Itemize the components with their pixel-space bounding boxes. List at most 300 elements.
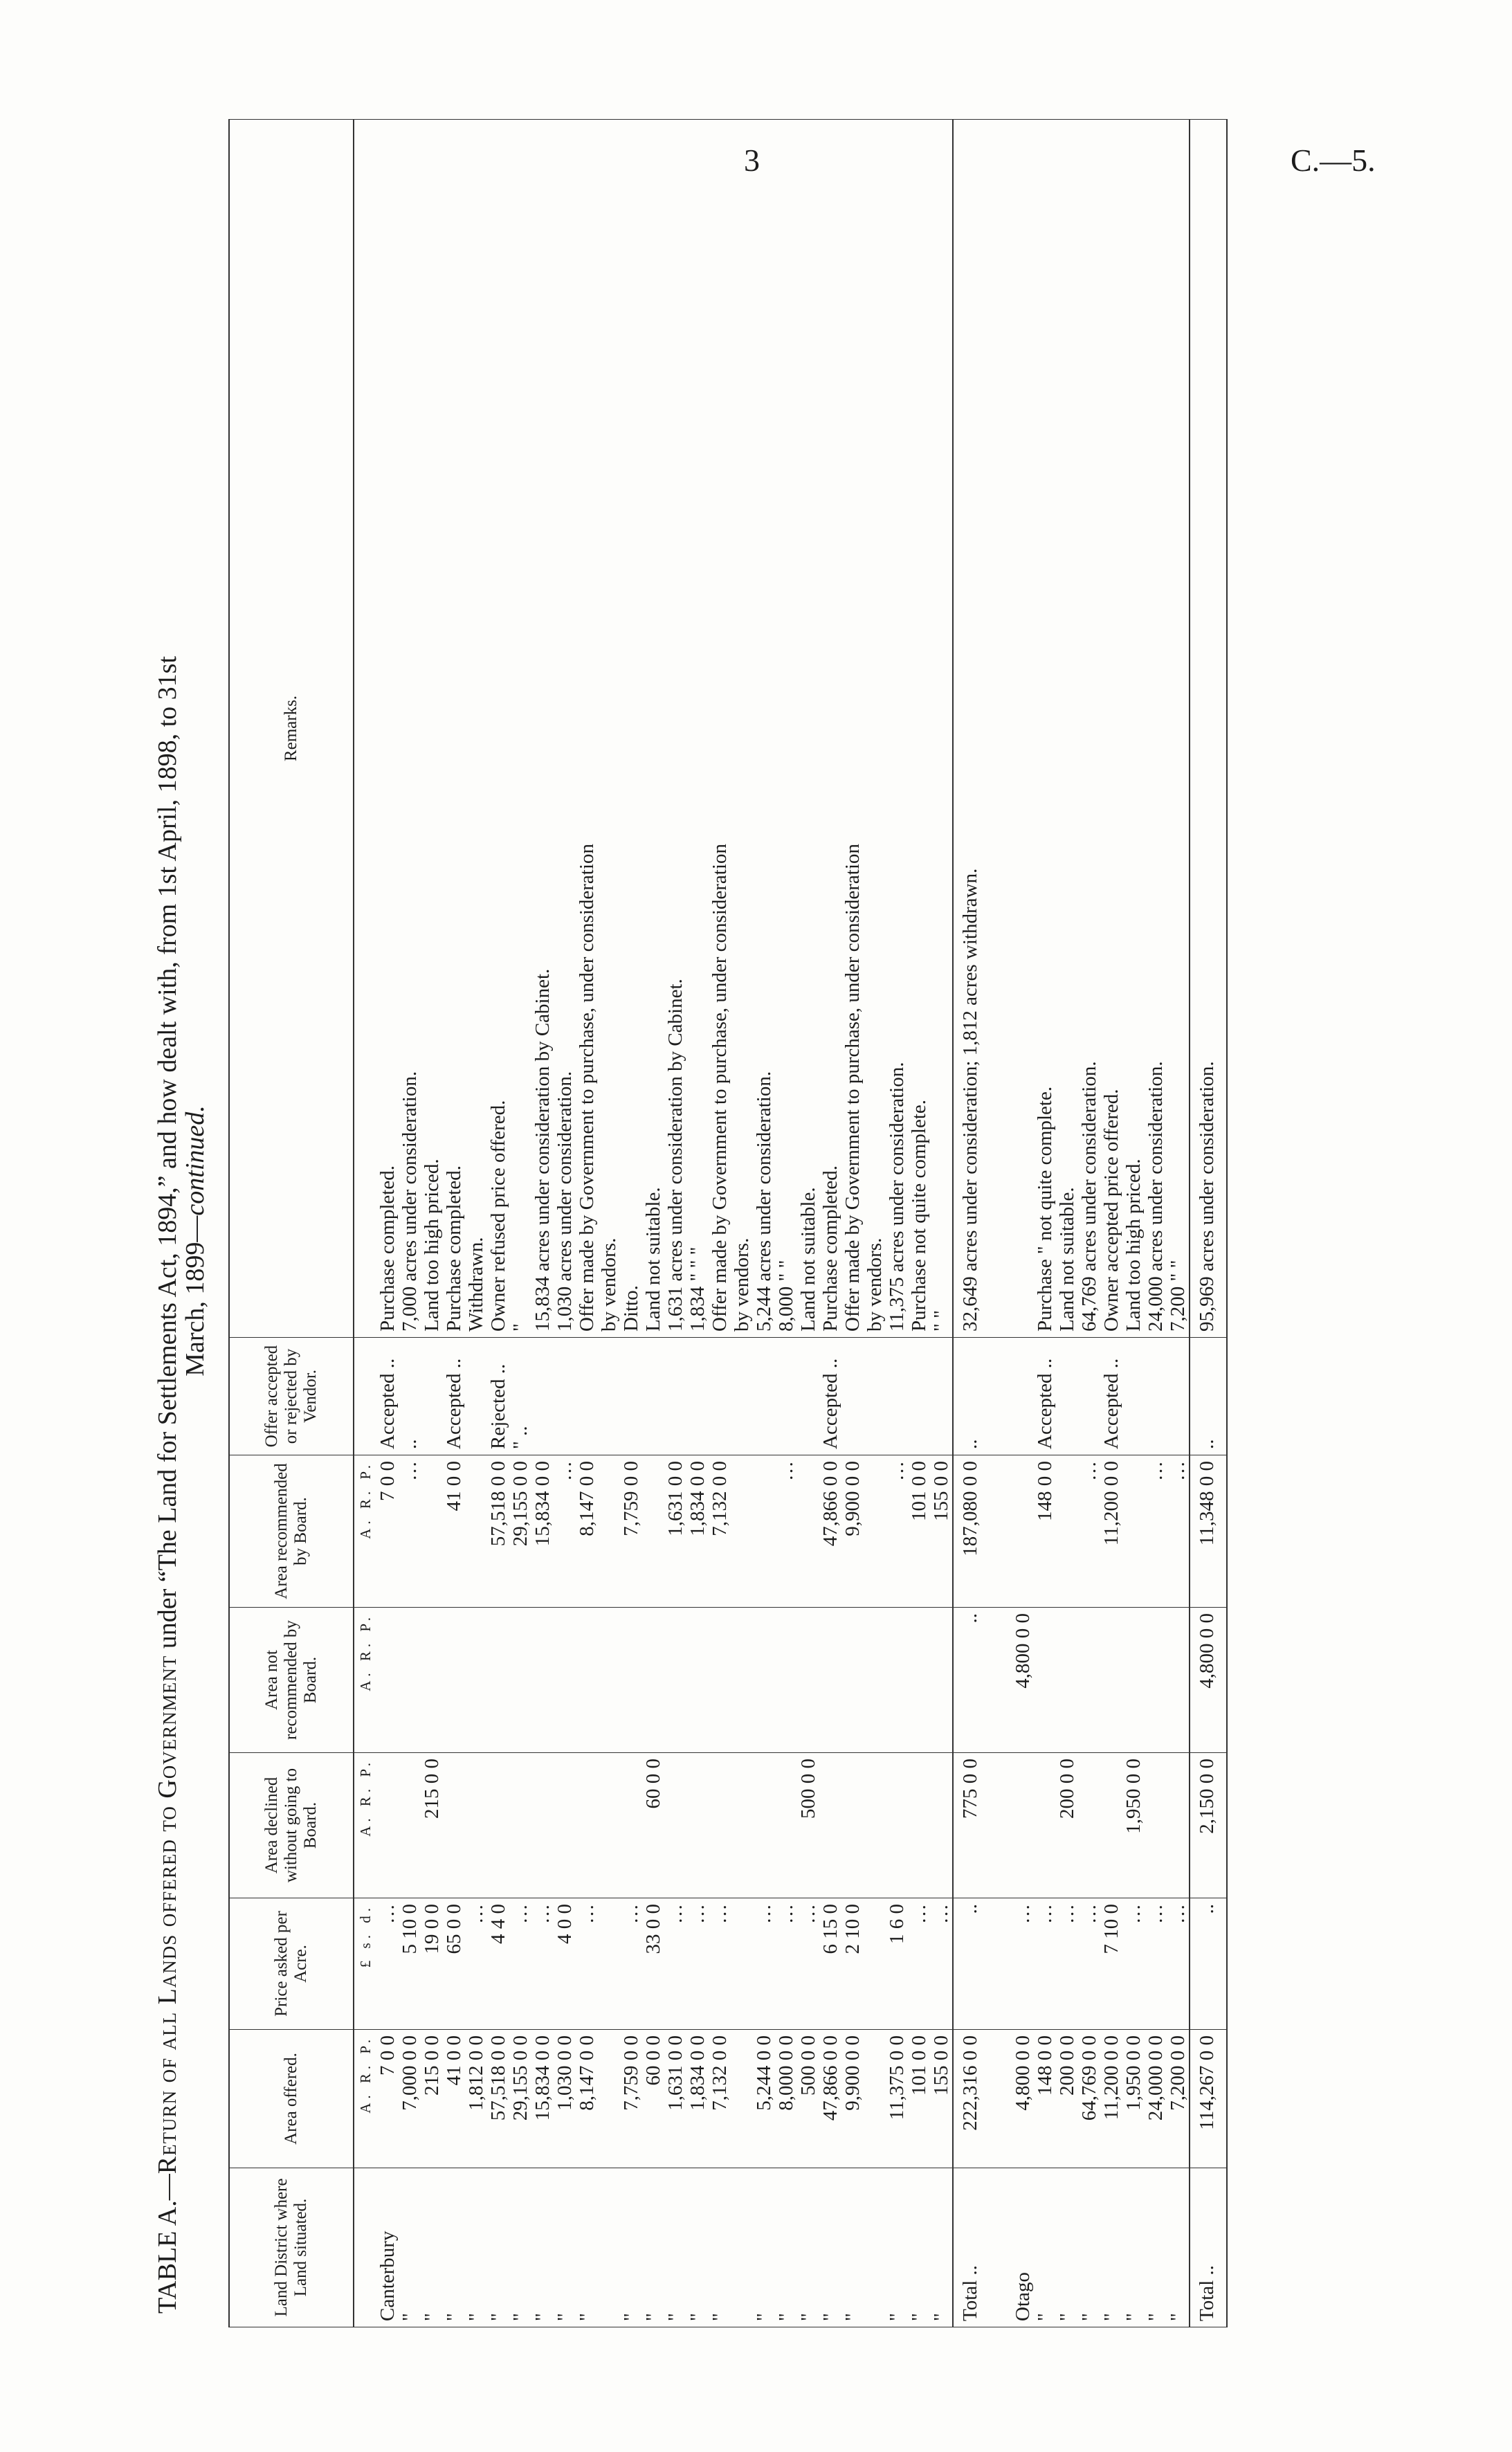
cell-offer-status — [664, 1338, 686, 1455]
cell-declined — [1145, 1753, 1167, 1898]
cell-declined: 1,950 0 0 — [1122, 1753, 1145, 1898]
cell-declined — [908, 1753, 930, 1898]
cell-offer-status — [709, 1338, 731, 1455]
cell-offer-status — [642, 1338, 664, 1455]
cell-area-offered: 47,866 0 0 — [819, 2030, 841, 2168]
cell-not-recommended — [664, 1608, 686, 1753]
cell-district: " — [554, 2168, 576, 2327]
cell-district: " — [686, 2168, 709, 2327]
cell-recommended — [1056, 1455, 1078, 1608]
cell-area-offered: 15,834 0 0 — [531, 2030, 554, 2168]
cell-declined — [598, 1753, 620, 1898]
cell-area-offered — [598, 2030, 620, 2168]
cell-recommended: … — [399, 1455, 421, 1608]
cell-declined — [1078, 1753, 1100, 1898]
cell-district: " — [1167, 2168, 1190, 2327]
cell-price — [864, 1898, 886, 2030]
cell-district: " — [1078, 2168, 1100, 2327]
cell-district: Otago — [1012, 2168, 1034, 2327]
cell-offer-status — [554, 1338, 576, 1455]
cell-declined — [509, 1753, 531, 1898]
cell-price: 7 10 0 — [1100, 1898, 1122, 2030]
cell-district: Total .. — [953, 2168, 990, 2327]
cell-recommended: … — [775, 1455, 797, 1608]
cell-remarks: 11,375 acres under consideration. — [886, 120, 908, 1338]
table-row — [531, 120, 554, 2327]
cell-recommended: 9,900 0 0 — [841, 1455, 864, 1608]
cell-district: " — [509, 2168, 531, 2327]
cell-district: Total .. — [1190, 2168, 1227, 2327]
cell-district — [598, 2168, 620, 2327]
cell-not-recommended — [841, 1608, 864, 1753]
table-row — [1145, 120, 1167, 2327]
cell-declined: 2,150 0 0 — [1190, 1753, 1227, 1898]
cell-remarks: " — [509, 120, 531, 1338]
cell-district: " — [1056, 2168, 1078, 2327]
table-row — [487, 120, 509, 2327]
table-row — [709, 120, 731, 2327]
cell-declined — [1012, 1753, 1034, 1898]
cell-not-recommended — [1078, 1608, 1100, 1753]
cell-recommended: … — [1145, 1455, 1167, 1608]
cell-offer-status: .. — [1190, 1338, 1227, 1455]
cell-price: … — [465, 1898, 487, 2030]
cell-price: … — [1034, 1898, 1056, 2030]
cell-not-recommended — [908, 1608, 930, 1753]
cell-not-recommended — [886, 1608, 908, 1753]
cell-price: … — [531, 1898, 554, 2030]
cell-recommended: 155 0 0 — [930, 1455, 953, 1608]
cell-district: " — [487, 2168, 509, 2327]
cell-recommended — [598, 1455, 620, 1608]
header-declined: Area declined without going to Board. — [229, 1753, 354, 1898]
cell-district: " — [930, 2168, 953, 2327]
cell-not-recommended — [620, 1608, 642, 1753]
table-row — [1012, 120, 1034, 2327]
table-row — [509, 120, 531, 2327]
spacer-row — [990, 120, 1012, 2327]
cell-area-offered: 148 0 0 — [1034, 2030, 1056, 2168]
cell-not-recommended: .. — [953, 1608, 990, 1753]
cell-recommended: 11,348 0 0 — [1190, 1455, 1227, 1608]
cell-area-offered: 11,200 0 0 — [1100, 2030, 1122, 2168]
cell-area-offered: 1,950 0 0 — [1122, 2030, 1145, 2168]
cell-remarks: Purchase completed. — [376, 120, 399, 1338]
cell-district: " — [797, 2168, 819, 2327]
cell-district: " — [908, 2168, 930, 2327]
cell-declined — [753, 1753, 775, 1898]
cell-recommended: 29,155 0 0 — [509, 1455, 531, 1608]
cell-recommended — [1122, 1455, 1145, 1608]
cell-declined — [864, 1753, 886, 1898]
cell-remarks: 95,969 acres under consideration. — [1190, 120, 1227, 1338]
cell-declined — [399, 1753, 421, 1898]
cell-remarks: Offer made by Government to purchase, under consideration — [576, 120, 598, 1338]
table-row — [864, 120, 886, 2327]
cell-not-recommended — [775, 1608, 797, 1753]
cell-remarks: 32,649 acres under consideration; 1,812 acres withdrawn. — [953, 120, 990, 1338]
cell-remarks: 7,200 " " — [1167, 120, 1190, 1338]
cell-recommended: … — [1078, 1455, 1100, 1608]
cell-offer-status — [1122, 1338, 1145, 1455]
title-act: under “The Land for Settlements Act, 1894,” and how dealt with, from 1st April, 1898, to 31st — [153, 655, 182, 1655]
cell-price: … — [775, 1898, 797, 2030]
header-offer: Offer accepted or rejected by Vendor. — [229, 1338, 354, 1455]
cell-declined — [531, 1753, 554, 1898]
cell-remarks: Land not suitable. — [797, 120, 819, 1338]
cell-area-offered: 155 0 0 — [930, 2030, 953, 2168]
cell-offer-status — [531, 1338, 554, 1455]
cell-recommended: 7,132 0 0 — [709, 1455, 731, 1608]
title-table-label: TABLE A.— — [153, 2174, 182, 2314]
cell-price: … — [664, 1898, 686, 2030]
cell-remarks: Owner accepted price offered. — [1100, 120, 1122, 1338]
cell-area-offered: 500 0 0 — [797, 2030, 819, 2168]
cell-not-recommended: 4,800 0 0 — [1190, 1608, 1227, 1753]
cell-declined — [376, 1753, 399, 1898]
cell-offer-status — [686, 1338, 709, 1455]
cell-area-offered: 60 0 0 — [642, 2030, 664, 2168]
cell-remarks: Land not suitable. — [1056, 120, 1078, 1338]
cell-not-recommended — [554, 1608, 576, 1753]
table-title — [154, 168, 209, 2314]
cell-not-recommended — [1100, 1608, 1122, 1753]
cell-recommended: … — [1167, 1455, 1190, 1608]
cell-price: … — [1078, 1898, 1100, 2030]
cell-area-offered: 4,800 0 0 — [1012, 2030, 1034, 2168]
cell-area-offered: 222,316 0 0 — [953, 2030, 990, 2168]
cell-not-recommended — [421, 1608, 443, 1753]
cell-declined — [686, 1753, 709, 1898]
cell-price: … — [709, 1898, 731, 2030]
cell-not-recommended — [1167, 1608, 1190, 1753]
cell-area-offered: 101 0 0 — [908, 2030, 930, 2168]
cell-district: " — [1034, 2168, 1056, 2327]
cell-remarks: by vendors. — [864, 120, 886, 1338]
land-return-table — [228, 119, 1228, 2327]
cell-district: " — [1122, 2168, 1145, 2327]
cell-offer-status — [576, 1338, 598, 1455]
cell-district: " — [443, 2168, 465, 2327]
cell-not-recommended — [930, 1608, 953, 1753]
header-row — [229, 120, 354, 2327]
cell-area-offered: 8,000 0 0 — [775, 2030, 797, 2168]
cell-price: … — [686, 1898, 709, 2030]
cell-offer-status — [1078, 1338, 1100, 1455]
table-row — [731, 120, 753, 2327]
total-row-otago — [1190, 120, 1227, 2327]
cell-area-offered — [864, 2030, 886, 2168]
cell-not-recommended — [1122, 1608, 1145, 1753]
cell-remarks: Land too high priced. — [421, 120, 443, 1338]
table-row — [686, 120, 709, 2327]
cell-area-offered: 1,812 0 0 — [465, 2030, 487, 2168]
cell-declined — [841, 1753, 864, 1898]
cell-declined — [731, 1753, 753, 1898]
page-number: 3 — [744, 143, 760, 178]
cell-recommended: 8,147 0 0 — [576, 1455, 598, 1608]
cell-recommended: 15,834 0 0 — [531, 1455, 554, 1608]
cell-price: … — [908, 1898, 930, 2030]
cell-offer-status — [797, 1338, 819, 1455]
cell-price: 65 0 0 — [443, 1898, 465, 2030]
table-row — [620, 120, 642, 2327]
cell-price: 5 10 0 — [399, 1898, 421, 2030]
cell-recommended: … — [886, 1455, 908, 1608]
cell-declined: 500 0 0 — [797, 1753, 819, 1898]
cell-offer-status: Accepted .. — [376, 1338, 399, 1455]
cell-recommended: 1,834 0 0 — [686, 1455, 709, 1608]
cell-area-offered: 114,267 0 0 — [1190, 2030, 1227, 2168]
total-row-canterbury — [953, 120, 990, 2327]
cell-recommended: 148 0 0 — [1034, 1455, 1056, 1608]
cell-offer-status — [1012, 1338, 1034, 1455]
table-row — [1078, 120, 1100, 2327]
cell-district: " — [1100, 2168, 1122, 2327]
cell-declined — [554, 1753, 576, 1898]
cell-district: " — [775, 2168, 797, 2327]
table-row — [753, 120, 775, 2327]
cell-not-recommended — [642, 1608, 664, 1753]
table-row — [376, 120, 399, 2327]
cell-remarks: Purchase " not quite complete. — [1034, 120, 1056, 1338]
cell-price: .. — [1190, 1898, 1227, 2030]
cell-remarks: 1,834 " " " — [686, 120, 709, 1338]
cell-offer-status — [421, 1338, 443, 1455]
cell-remarks: 1,631 acres under consideration by Cabinet. — [664, 120, 686, 1338]
title-date: March, 1899— — [181, 1215, 210, 1377]
cell-district — [731, 2168, 753, 2327]
cell-offer-status — [465, 1338, 487, 1455]
cell-district: " — [399, 2168, 421, 2327]
table-row — [886, 120, 908, 2327]
cell-remarks: Ditto. — [620, 120, 642, 1338]
cell-recommended — [753, 1455, 775, 1608]
cell-offer-status: .. — [399, 1338, 421, 1455]
cell-area-offered — [731, 2030, 753, 2168]
cell-not-recommended — [864, 1608, 886, 1753]
table-row — [642, 120, 664, 2327]
cell-not-recommended — [465, 1608, 487, 1753]
cell-declined — [886, 1753, 908, 1898]
cell-not-recommended — [598, 1608, 620, 1753]
cell-offer-status — [598, 1338, 620, 1455]
cell-declined: 60 0 0 — [642, 1753, 664, 1898]
cell-area-offered: 9,900 0 0 — [841, 2030, 864, 2168]
cell-remarks: Owner refused price offered. — [487, 120, 509, 1338]
cell-recommended: 57,518 0 0 — [487, 1455, 509, 1608]
cell-not-recommended — [797, 1608, 819, 1753]
cell-price: 1 6 0 — [886, 1898, 908, 2030]
cell-area-offered: 64,769 0 0 — [1078, 2030, 1100, 2168]
cell-area-offered: 7,132 0 0 — [709, 2030, 731, 2168]
cell-area-offered: 7 0 0 — [376, 2030, 399, 2168]
cell-price: … — [576, 1898, 598, 2030]
cell-price — [731, 1898, 753, 2030]
cell-remarks: 1,030 acres under consideration. — [554, 120, 576, 1338]
cell-recommended — [1012, 1455, 1034, 1608]
cell-offer-status: " .. — [509, 1338, 531, 1455]
cell-district: " — [421, 2168, 443, 2327]
cell-district: " — [819, 2168, 841, 2327]
cell-declined — [576, 1753, 598, 1898]
cell-remarks: 7,000 acres under consideration. — [399, 120, 421, 1338]
cell-price: … — [930, 1898, 953, 2030]
cell-area-offered: 24,000 0 0 — [1145, 2030, 1167, 2168]
unit-declined: A. R. P. — [354, 1753, 376, 1898]
cell-not-recommended — [686, 1608, 709, 1753]
cell-not-recommended — [443, 1608, 465, 1753]
header-area-offered: Area offered. — [229, 2030, 354, 2168]
table-row — [576, 120, 598, 2327]
cell-price — [598, 1898, 620, 2030]
header-remarks: Remarks. — [229, 120, 354, 1338]
cell-offer-status — [930, 1338, 953, 1455]
cell-declined — [465, 1753, 487, 1898]
cell-recommended: 11,200 0 0 — [1100, 1455, 1122, 1608]
table-row — [465, 120, 487, 2327]
cell-recommended — [421, 1455, 443, 1608]
cell-price: … — [753, 1898, 775, 2030]
cell-recommended: … — [554, 1455, 576, 1608]
cell-remarks: 8,000 " " — [775, 120, 797, 1338]
cell-area-offered: 29,155 0 0 — [509, 2030, 531, 2168]
cell-declined — [1167, 1753, 1190, 1898]
cell-remarks: Purchase not quite complete. — [908, 120, 930, 1338]
cell-offer-status — [841, 1338, 864, 1455]
cell-price: … — [1167, 1898, 1190, 2030]
cell-area-offered: 7,000 0 0 — [399, 2030, 421, 2168]
header-not-recommended: Area not recommended by Board. — [229, 1608, 354, 1753]
cell-district: " — [620, 2168, 642, 2327]
table-row — [1056, 120, 1078, 2327]
table-row — [1034, 120, 1056, 2327]
cell-not-recommended — [376, 1608, 399, 1753]
table-body — [354, 120, 1227, 2327]
table-row — [908, 120, 930, 2327]
cell-recommended — [642, 1455, 664, 1608]
cell-offer-status — [731, 1338, 753, 1455]
cell-area-offered: 1,631 0 0 — [664, 2030, 686, 2168]
cell-offer-status: .. — [953, 1338, 990, 1455]
cell-area-offered: 7,200 0 0 — [1167, 2030, 1190, 2168]
table-row — [930, 120, 953, 2327]
cell-remarks: Withdrawn. — [465, 120, 487, 1338]
cell-district: " — [709, 2168, 731, 2327]
cell-remarks: by vendors. — [731, 120, 753, 1338]
cell-not-recommended — [399, 1608, 421, 1753]
cell-price: 33 0 0 — [642, 1898, 664, 2030]
cell-price: 19 0 0 — [421, 1898, 443, 2030]
cell-not-recommended — [509, 1608, 531, 1753]
cell-area-offered: 57,518 0 0 — [487, 2030, 509, 2168]
cell-not-recommended — [1145, 1608, 1167, 1753]
table-row — [1122, 120, 1145, 2327]
cell-price: … — [1145, 1898, 1167, 2030]
title-return: Return of all Lands offered to Government — [153, 1655, 182, 2174]
title-continued: continued. — [181, 1105, 210, 1216]
cell-district: " — [465, 2168, 487, 2327]
table-row — [554, 120, 576, 2327]
cell-district: " — [664, 2168, 686, 2327]
cell-not-recommended — [819, 1608, 841, 1753]
cell-district: " — [753, 2168, 775, 2327]
cell-area-offered: 1,030 0 0 — [554, 2030, 576, 2168]
cell-offer-status — [1056, 1338, 1078, 1455]
cell-recommended: 101 0 0 — [908, 1455, 930, 1608]
cell-recommended: 1,631 0 0 — [664, 1455, 686, 1608]
cell-recommended: 41 0 0 — [443, 1455, 465, 1608]
table-row — [443, 120, 465, 2327]
cell-not-recommended — [531, 1608, 554, 1753]
cell-not-recommended — [576, 1608, 598, 1753]
cell-remarks: Land not suitable. — [642, 120, 664, 1338]
cell-recommended: 187,080 0 0 — [953, 1455, 990, 1608]
document-reference: C.—5. — [1291, 143, 1376, 178]
cell-remarks: 24,000 acres under consideration. — [1145, 120, 1167, 1338]
cell-offer-status — [620, 1338, 642, 1455]
cell-recommended — [797, 1455, 819, 1608]
cell-price: 2 10 0 — [841, 1898, 864, 2030]
title-line-2 — [181, 168, 209, 2314]
cell-price: … — [509, 1898, 531, 2030]
cell-recommended — [864, 1455, 886, 1608]
cell-recommended: 7 0 0 — [376, 1455, 399, 1608]
table-row — [819, 120, 841, 2327]
cell-recommended — [731, 1455, 753, 1608]
cell-price: … — [797, 1898, 819, 2030]
cell-price: .. — [953, 1898, 990, 2030]
cell-declined: 215 0 0 — [421, 1753, 443, 1898]
cell-remarks: by vendors. — [598, 120, 620, 1338]
cell-price: 4 4 0 — [487, 1898, 509, 2030]
cell-area-offered: 7,759 0 0 — [620, 2030, 642, 2168]
cell-recommended: 7,759 0 0 — [620, 1455, 642, 1608]
cell-district: " — [1145, 2168, 1167, 2327]
cell-not-recommended — [731, 1608, 753, 1753]
cell-declined: 200 0 0 — [1056, 1753, 1078, 1898]
cell-price: … — [1056, 1898, 1078, 2030]
cell-area-offered: 200 0 0 — [1056, 2030, 1078, 2168]
cell-district: " — [576, 2168, 598, 2327]
cell-remarks: 5,244 acres under consideration. — [753, 120, 775, 1338]
cell-offer-status — [775, 1338, 797, 1455]
cell-offer-status — [886, 1338, 908, 1455]
cell-offer-status — [1145, 1338, 1167, 1455]
cell-offer-status — [753, 1338, 775, 1455]
cell-declined — [775, 1753, 797, 1898]
cell-district: " — [841, 2168, 864, 2327]
cell-declined — [930, 1753, 953, 1898]
cell-declined — [709, 1753, 731, 1898]
cell-price: … — [376, 1898, 399, 2030]
cell-area-offered: 11,375 0 0 — [886, 2030, 908, 2168]
cell-area-offered: 8,147 0 0 — [576, 2030, 598, 2168]
cell-district: " — [886, 2168, 908, 2327]
cell-not-recommended: 4,800 0 0 — [1012, 1608, 1034, 1753]
cell-remarks: 64,769 acres under consideration. — [1078, 120, 1100, 1338]
table-row — [1167, 120, 1190, 2327]
cell-declined — [1034, 1753, 1056, 1898]
cell-declined — [620, 1753, 642, 1898]
cell-price: … — [620, 1898, 642, 2030]
cell-declined — [664, 1753, 686, 1898]
cell-price: … — [1122, 1898, 1145, 2030]
cell-area-offered: 1,834 0 0 — [686, 2030, 709, 2168]
cell-area-offered: 41 0 0 — [443, 2030, 465, 2168]
cell-remarks: Land too high priced. — [1122, 120, 1145, 1338]
cell-price: 4 0 0 — [554, 1898, 576, 2030]
